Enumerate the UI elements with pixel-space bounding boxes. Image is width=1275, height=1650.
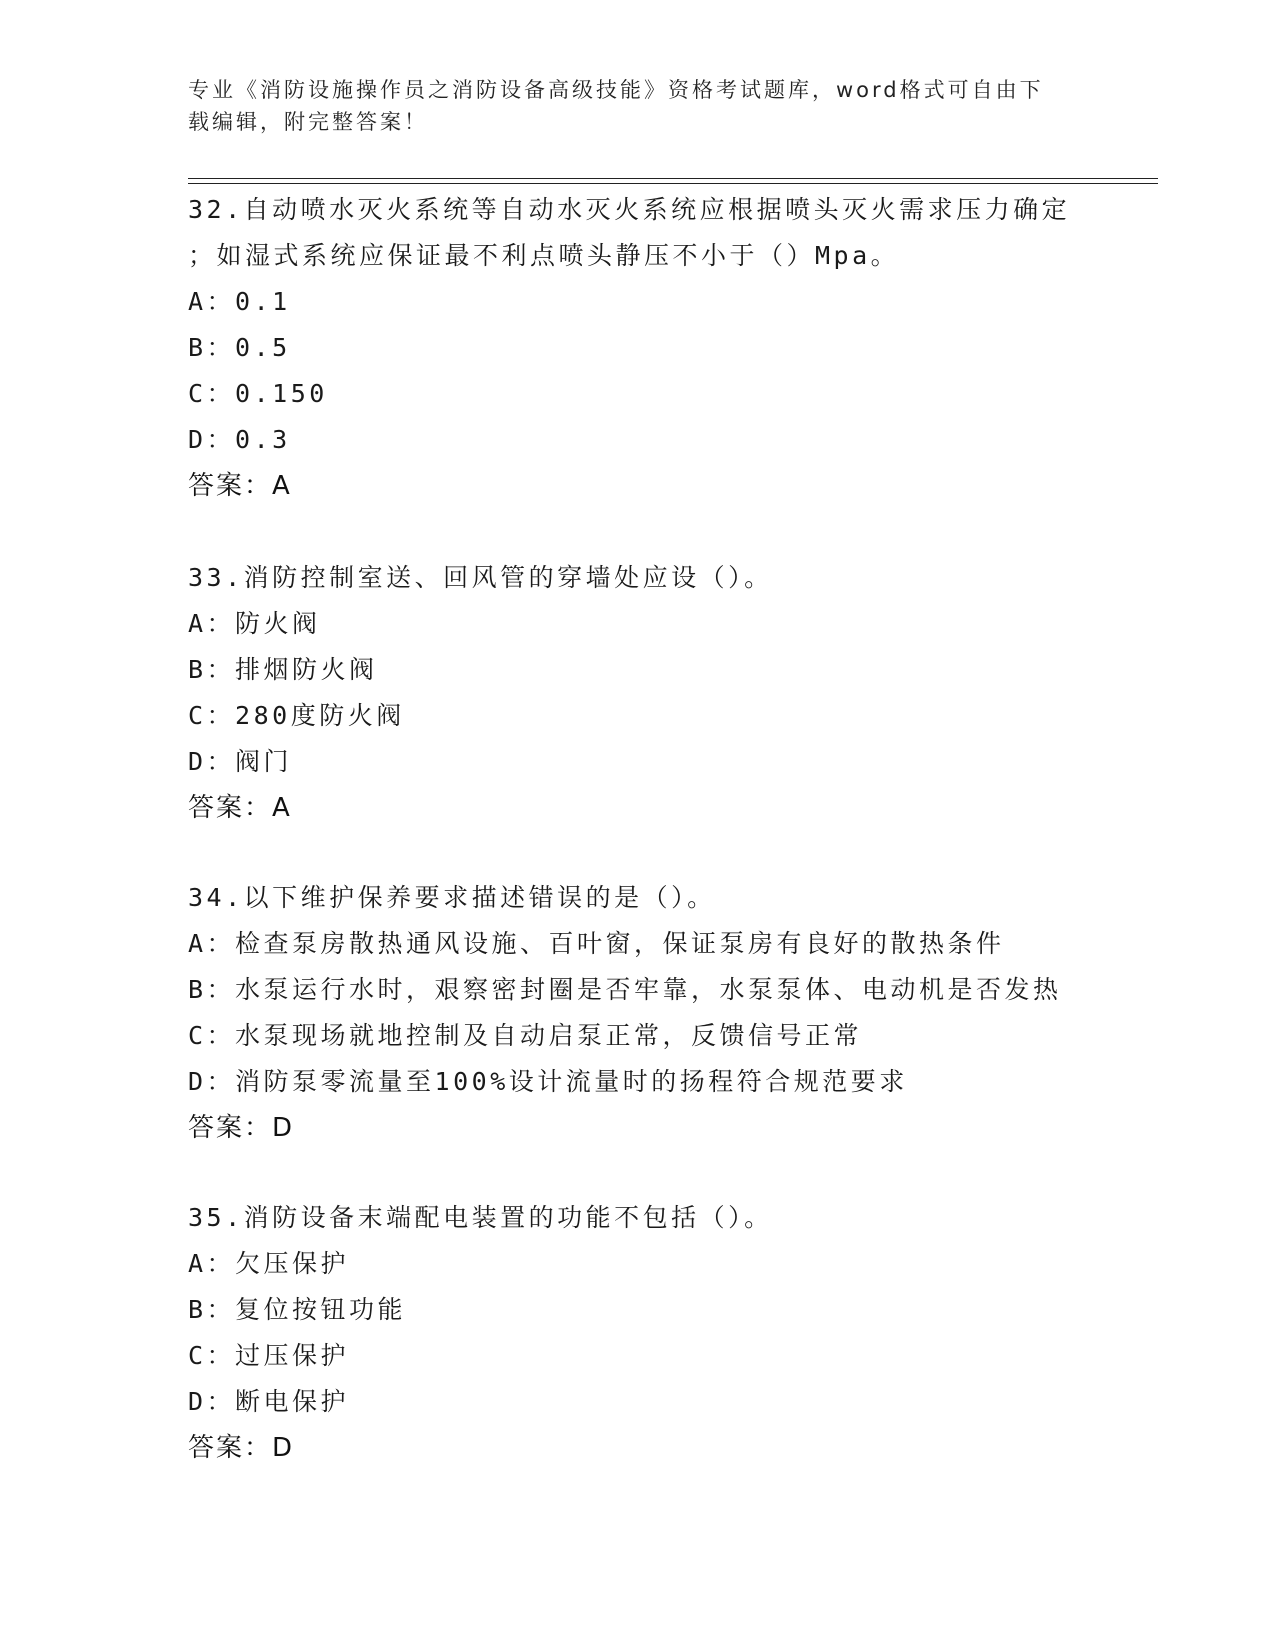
answer-text: 答案：D xyxy=(188,1113,295,1143)
answer-text: 答案：D xyxy=(188,1433,295,1463)
question-stem xyxy=(188,875,1088,921)
header-divider xyxy=(188,178,1158,179)
question-stem-line: 34.以下维护保养要求描述错误的是（）。 xyxy=(188,883,716,912)
question-block xyxy=(188,875,1088,1151)
question-stem-line: 35.消防设备末端配电装置的功能不包括（）。 xyxy=(188,1203,773,1232)
header-line: 专业《消防设施操作员之消防设备高级技能》资格考试题库，word格式可自由下 xyxy=(188,78,1044,102)
answer-text: 答案：A xyxy=(188,471,292,501)
option-b: B：排烟防火阀 xyxy=(188,655,378,684)
option-d: D：0.3 xyxy=(188,425,291,454)
document-header xyxy=(188,74,1088,138)
option-c: C：0.150 xyxy=(188,379,328,408)
option-b: B：0.5 xyxy=(188,333,291,362)
option-a: A：欠压保护 xyxy=(188,1249,350,1278)
question-stem xyxy=(188,1195,1088,1241)
header-divider xyxy=(188,183,1158,184)
question-block xyxy=(188,187,1088,509)
option-a: A：防火阀 xyxy=(188,609,321,638)
option-c: C：水泵现场就地控制及自动启泵正常，反馈信号正常 xyxy=(188,1021,863,1050)
question-stem-line: 33.消防控制室送、回风管的穿墙处应设（）。 xyxy=(188,563,773,592)
option-b: B：水泵运行水时，艰察密封圈是否牢靠，水泵泵体、电动机是否发热 xyxy=(188,975,1062,1004)
option-a: A：0.1 xyxy=(188,287,291,316)
question-block xyxy=(188,555,1088,831)
question-stem-line: 32.自动喷水灭火系统等自动水灭火系统应根据喷头灭火需求压力确定 xyxy=(188,195,1071,224)
option-d: D：阀门 xyxy=(188,747,293,776)
question-stem-line: ；如湿式系统应保证最不利点喷头静压不小于（）Mpa。 xyxy=(188,241,900,270)
option-b: B：复位按钮功能 xyxy=(188,1295,407,1324)
option-a: A：检查泵房散热通风设施、百叶窗，保证泵房有良好的散热条件 xyxy=(188,929,1005,958)
answer-text: 答案：A xyxy=(188,793,292,823)
option-c: C：280度防火阀 xyxy=(188,701,405,730)
option-d: D：消防泵零流量至100%设计流量时的扬程符合规范要求 xyxy=(188,1067,908,1096)
question-stem xyxy=(188,187,1088,279)
option-d: D：断电保护 xyxy=(188,1387,350,1416)
question-block xyxy=(188,1195,1088,1471)
question-stem xyxy=(188,555,1088,601)
header-line: 载编辑，附完整答案！ xyxy=(188,110,428,134)
option-c: C：过压保护 xyxy=(188,1341,350,1370)
